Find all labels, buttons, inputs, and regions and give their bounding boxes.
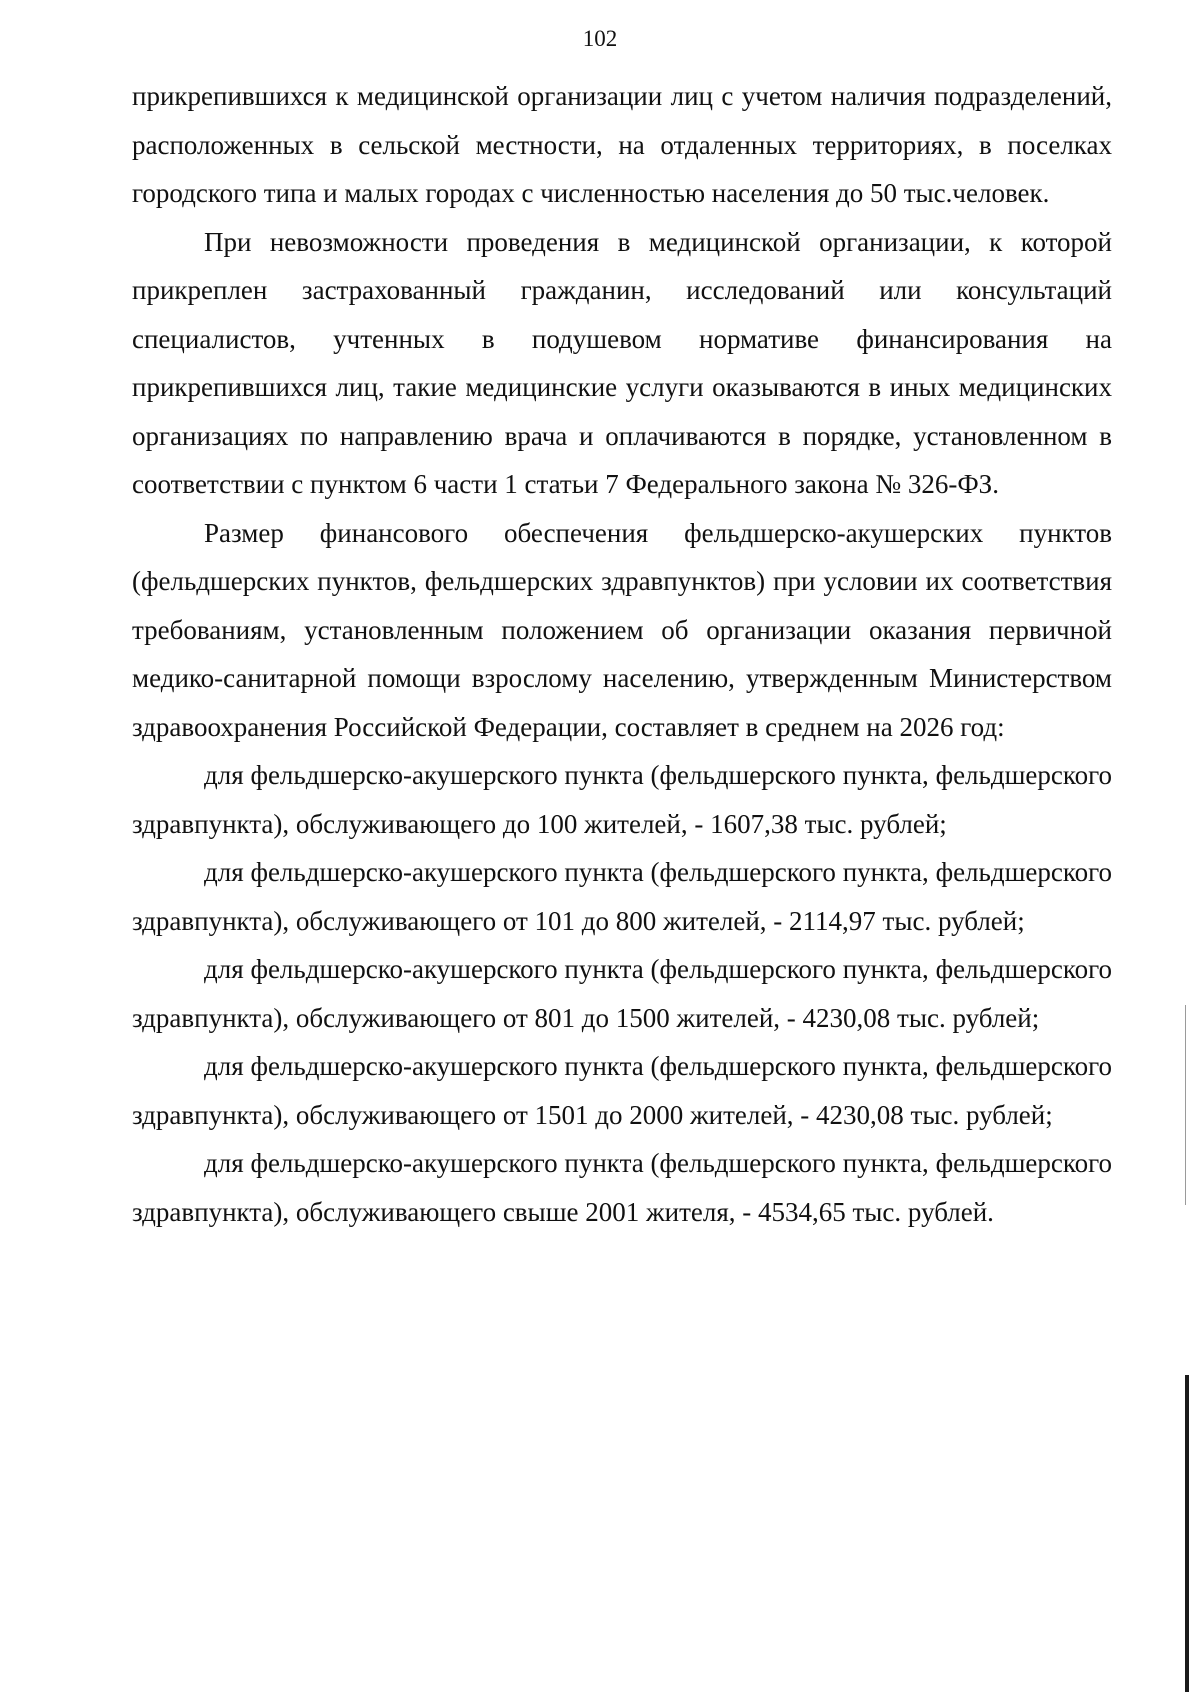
document-body bbox=[132, 72, 1112, 1236]
paragraph-referral: При невозможности проведения в медицинской организации, к которой прикреплен застрахованный гражданин, исследований или консультаций специалистов, учтенных в подушевом нормативе финансирования на прикрепившихся лиц, такие медицинские услуги оказываются в иных медицинских организациях по направлению врача и оплачиваются в порядке, установленном в соответствии с пунктом 6 части 1 статьи 7 Федерального закона № 326-ФЗ. bbox=[132, 226, 1112, 499]
list-item-801-1500: для фельдшерско-акушерского пункта (фельдшерского пункта, фельдшерского здравпункта), обслуживающего от 801 до 1500 жителей, - 4230,08 тыс. рублей; bbox=[132, 954, 1112, 1033]
list-item-over-2001: для фельдшерско-акушерского пункта (фельдшерского пункта, фельдшерского здравпункта), обслуживающего свыше 2001 жителя, - 4534,65 тыс. рублей. bbox=[132, 1148, 1112, 1227]
scan-edge-line bbox=[1185, 1005, 1186, 1205]
paragraph-fap-financing: Размер финансового обеспечения фельдшерско-акушерских пунктов (фельдшерских пунктов, фельдшерских здравпунктов) при условии их соответствия требованиям, установленным положением об организации оказания первичной медико-санитарной помощи взрослому населению, утвержденным Министерством здравоохранения Российской Федерации, составляет в среднем на 2026 год: bbox=[132, 517, 1112, 742]
paragraph-continuation: прикрепившихся к медицинской организации лиц с учетом наличия подразделений, расположенных в сельской местности, на отдаленных территориях, в поселках городского типа и малых городах с численностью населения до 50 тыс.человек. bbox=[132, 81, 1112, 208]
list-item-101-800: для фельдшерско-акушерского пункта (фельдшерского пункта, фельдшерского здравпункта), обслуживающего от 101 до 800 жителей, - 2114,97 тыс. рублей; bbox=[132, 857, 1112, 936]
list-item-1501-2000: для фельдшерско-акушерского пункта (фельдшерского пункта, фельдшерского здравпункта), обслуживающего от 1501 до 2000 жителей, - 4230,08 тыс. рублей; bbox=[132, 1051, 1112, 1130]
page-number: 102 bbox=[582, 26, 618, 51]
list-item-up-to-100: для фельдшерско-акушерского пункта (фельдшерского пункта, фельдшерского здравпункта), обслуживающего до 100 жителей, - 1607,38 тыс. рублей; bbox=[132, 760, 1112, 839]
scan-edge-bar bbox=[1185, 1375, 1189, 1692]
